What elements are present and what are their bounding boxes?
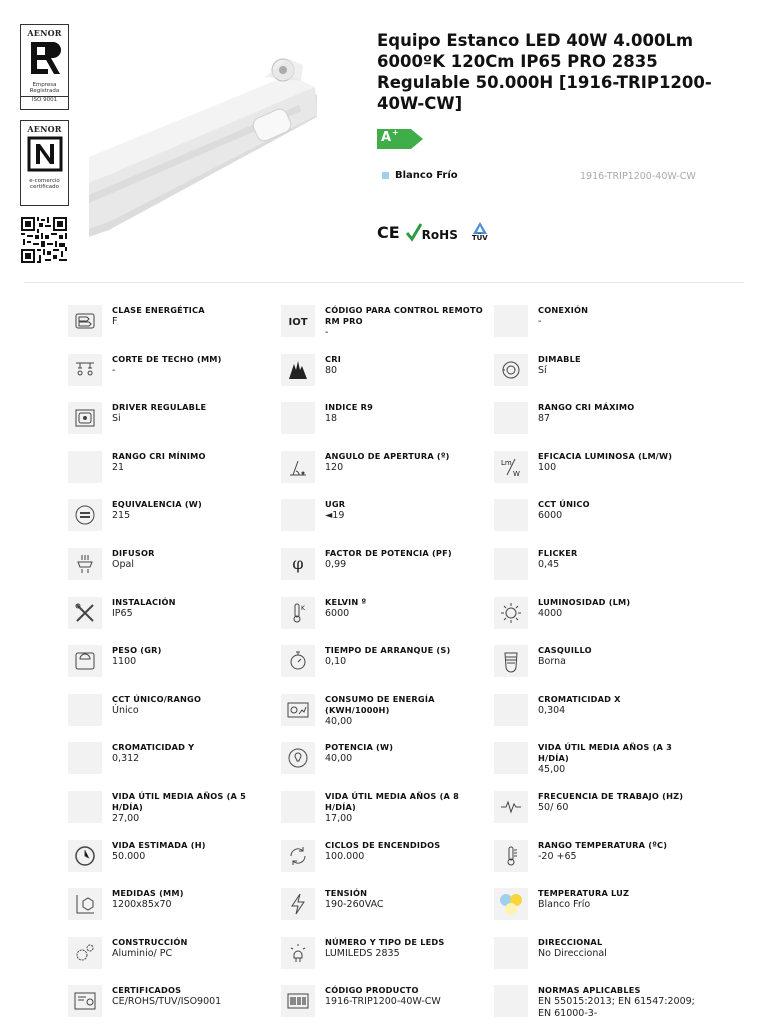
color-temp-icon	[494, 888, 528, 920]
spec-item	[68, 446, 281, 495]
spec-value: -20 +65	[538, 850, 577, 862]
spec-value: 0,304	[538, 704, 566, 716]
waveform-icon	[494, 791, 528, 823]
spec-value: 40,00	[325, 753, 353, 765]
spec-label: RANGO CRI MÍNIMO	[112, 450, 206, 461]
placeholder-icon	[68, 742, 102, 774]
spec-value: Blanco Frío	[538, 899, 591, 911]
spec-value: 18	[325, 413, 338, 425]
product-title: Equipo Estanco LED 40W 4.000Lm 6000ºK 120Cm IP65 PRO 2835 Regulable 50.000H [1916-TRIP1200-40W-CW]	[377, 31, 712, 113]
spec-value: Borna	[538, 656, 566, 668]
spec-item	[281, 543, 494, 592]
spec-label: LUMINOSIDAD (LM)	[538, 596, 631, 607]
aenor-brand: AENOR	[27, 28, 62, 38]
thermometer-k-icon	[281, 597, 315, 629]
spec-grid	[68, 300, 748, 1029]
spec-label: UGR	[325, 499, 346, 510]
spec-item	[494, 349, 707, 398]
spec-item	[281, 883, 494, 932]
spec-value: 100	[538, 461, 557, 473]
placeholder-icon	[494, 694, 528, 726]
color-variant[interactable]	[382, 170, 458, 181]
spec-value: 27,00	[112, 812, 140, 824]
spec-label: FRECUENCIA DE TRABAJO (HZ)	[538, 790, 684, 801]
energy-label-icon	[68, 305, 102, 337]
cert-line-2: certificado	[29, 184, 60, 190]
placeholder-icon	[68, 791, 102, 823]
spec-value: 120	[325, 461, 344, 473]
spec-value: F	[112, 316, 118, 327]
variant-code: 1916-TRIP1200-40W-CW	[580, 171, 696, 182]
placeholder-icon	[281, 402, 315, 434]
equivalence-icon	[68, 499, 102, 531]
led-chip-icon	[281, 937, 315, 969]
spec-label: TENSIÓN	[325, 888, 368, 899]
spec-value: EN 55015:2013; EN 61547:2009; EN 61000-3-	[538, 996, 695, 1019]
spec-label: EFICACIA LUMINOSA (LM/W)	[538, 450, 673, 461]
spec-value: 0,312	[112, 753, 140, 765]
iot-icon	[281, 305, 315, 337]
cert-line-1: Empresa	[32, 82, 57, 88]
spec-item	[281, 494, 494, 543]
tuv-text: TÜV	[471, 234, 488, 242]
spec-item	[281, 932, 494, 981]
spec-value: 1100	[112, 656, 137, 668]
spec-item	[281, 592, 494, 641]
spec-label: CICLOS DE ENCENDIDOS	[325, 839, 441, 850]
socket-icon	[494, 645, 528, 677]
spec-label: RANGO CRI MÁXIMO	[538, 402, 635, 413]
spec-label: VIDA ÚTIL MEDIA AÑOS (A 3 H/DÍA)	[538, 742, 673, 764]
spec-value: 215	[112, 510, 131, 522]
aenor-ecommerce-certificate	[20, 120, 69, 206]
spec-label: RANGO TEMPERATURA (ºC)	[538, 839, 668, 850]
spec-label: FLICKER	[538, 547, 578, 558]
spec-label: CCT ÚNICO/RANGO	[112, 693, 202, 704]
spec-label: CCT ÚNICO	[538, 499, 590, 510]
energy-meter-icon	[281, 694, 315, 726]
spec-label: DIRECCIONAL	[538, 936, 603, 947]
tools-icon	[68, 597, 102, 629]
spec-label: CROMATICIDAD X	[538, 693, 621, 704]
spec-value: ◄19	[325, 510, 345, 522]
driver-icon	[68, 402, 102, 434]
spec-item	[281, 689, 494, 738]
aenor-er-certificate	[20, 24, 69, 110]
spec-label: FACTOR DE POTENCIA (PF)	[325, 547, 452, 558]
spec-item	[494, 689, 707, 738]
cert-code: ISO 9001	[21, 96, 68, 103]
spec-value: IP65	[112, 607, 133, 619]
spec-label: CÓDIGO PARA CONTROL REMOTO RM PRO	[325, 305, 483, 326]
aenor-brand: AENOR	[27, 124, 62, 134]
spec-value: Si	[112, 413, 121, 425]
spec-value: 4000	[538, 607, 563, 619]
spec-value: 6000	[325, 607, 350, 619]
spec-item	[494, 835, 707, 884]
er-logo-icon	[25, 38, 65, 78]
rohs-text: RoHS	[421, 228, 458, 242]
spec-item	[494, 640, 707, 689]
spec-label: PESO (GR)	[112, 645, 162, 656]
svg-text:W: W	[513, 469, 520, 478]
spec-item	[494, 980, 707, 1029]
spec-label: INSTALACIÓN	[112, 596, 176, 607]
ce-mark: CE	[377, 223, 400, 242]
spec-value: 190-260VAC	[325, 899, 384, 911]
product-image	[89, 25, 339, 263]
clock-icon	[68, 840, 102, 872]
qr-code-icon[interactable]	[21, 217, 67, 263]
spec-item	[281, 446, 494, 495]
spec-label: CRI	[325, 353, 341, 364]
spec-value: Sí	[538, 364, 547, 376]
placeholder-icon	[68, 451, 102, 483]
spec-item	[68, 397, 281, 446]
power-factor-icon	[281, 548, 315, 580]
thermometer-icon	[494, 840, 528, 872]
spec-item	[68, 494, 281, 543]
spec-item	[281, 397, 494, 446]
spec-label: CASQUILLO	[538, 645, 592, 656]
placeholder-icon	[494, 499, 528, 531]
spec-value: -	[325, 327, 329, 338]
spec-label: MEDIDAS (MM)	[112, 888, 184, 899]
spec-item	[68, 300, 281, 349]
spec-item	[494, 786, 707, 835]
spec-label: CROMATICIDAD Y	[112, 742, 195, 753]
certificate-icon	[68, 985, 102, 1017]
spec-label: NÚMERO Y TIPO DE LEDS	[325, 936, 445, 947]
spec-item	[494, 932, 707, 981]
spec-item	[494, 592, 707, 641]
spec-value: Aluminio/ PC	[112, 947, 173, 959]
spec-label: VIDA ÚTIL MEDIA AÑOS (A 5 H/DÍA)	[112, 790, 247, 812]
checkmark-icon	[406, 222, 422, 242]
spec-value: 1200x85x70	[112, 899, 172, 911]
svg-text:K: K	[301, 604, 305, 612]
spec-label: CORTE DE TECHO (MM)	[112, 353, 222, 364]
cri-spectrum-icon	[281, 354, 315, 386]
rohs-mark	[406, 222, 458, 242]
spec-label: CLASE ENERGÉTICA	[112, 305, 205, 315]
tuv-triangle-icon	[473, 222, 487, 234]
energy-class-letter: A	[381, 130, 392, 145]
spec-value: 45,00	[538, 764, 566, 776]
placeholder-icon	[494, 305, 528, 337]
placeholder-icon	[494, 548, 528, 580]
spec-item	[68, 592, 281, 641]
barcode-icon	[281, 985, 315, 1017]
spec-item	[494, 883, 707, 932]
spec-value: LUMILEDS 2835	[325, 947, 400, 959]
energy-class-plus: +	[392, 128, 399, 137]
spec-item	[281, 835, 494, 884]
ceiling-cut-icon	[68, 354, 102, 386]
spec-value: 40,00	[325, 715, 353, 727]
spec-item	[494, 737, 707, 786]
placeholder-icon	[494, 402, 528, 434]
spec-label: CÓDIGO PRODUCTO	[325, 985, 419, 996]
spec-item	[494, 446, 707, 495]
lightning-icon	[281, 888, 315, 920]
spec-value: 80	[325, 364, 338, 376]
spec-item	[68, 980, 281, 1029]
spec-value: 0,10	[325, 656, 347, 668]
tuv-mark	[472, 222, 488, 242]
spec-label: ANGULO DE APERTURA (º)	[325, 450, 450, 461]
spec-value: CE/ROHS/TUV/ISO9001	[112, 996, 222, 1008]
stopwatch-icon	[281, 645, 315, 677]
spec-value: 21	[112, 461, 125, 473]
n-logo-icon	[25, 134, 65, 174]
spec-item	[68, 883, 281, 932]
spec-item	[494, 543, 707, 592]
sun-icon	[494, 597, 528, 629]
power-bulb-icon	[281, 742, 315, 774]
spec-label: CONSTRUCCIÓN	[112, 936, 188, 947]
svg-text:φ: φ	[292, 553, 304, 573]
svg-text:Lm: Lm	[501, 458, 512, 467]
spec-label: INDICE R9	[325, 402, 373, 413]
dimensions-icon	[68, 888, 102, 920]
spec-item	[68, 543, 281, 592]
spec-label: EQUIVALENCIA (W)	[112, 499, 202, 510]
variant-label: Blanco Frío	[395, 170, 458, 181]
spec-item	[68, 689, 281, 738]
cert-line-2: Registrada	[29, 88, 60, 94]
spec-value: Opal	[112, 558, 134, 570]
scale-icon	[68, 645, 102, 677]
dimmer-icon	[494, 354, 528, 386]
spec-value: 100.000	[325, 850, 365, 862]
spec-item	[281, 300, 494, 349]
cycle-icon	[281, 840, 315, 872]
placeholder-icon	[494, 937, 528, 969]
spec-value: -	[112, 364, 116, 376]
spec-label: DIMABLE	[538, 353, 581, 364]
spec-item	[68, 640, 281, 689]
section-divider	[24, 282, 744, 283]
spec-value: -	[538, 316, 542, 327]
spec-item	[68, 786, 281, 835]
gears-icon	[68, 937, 102, 969]
spec-value: 17,00	[325, 812, 353, 824]
spec-label: NORMAS APLICABLES	[538, 985, 641, 996]
spec-value: No Direccional	[538, 947, 607, 959]
spec-value: 50/ 60	[538, 801, 569, 813]
placeholder-icon	[281, 499, 315, 531]
spec-item	[494, 397, 707, 446]
placeholder-icon	[281, 791, 315, 823]
placeholder-icon	[494, 985, 528, 1017]
spec-label: TEMPERATURA LUZ	[538, 888, 630, 899]
energy-class-badge	[377, 129, 423, 153]
spec-label: CONSUMO DE ENERGÍA (KWH/1000H)	[325, 693, 435, 715]
beam-angle-icon	[281, 451, 315, 483]
color-swatch[interactable]	[382, 172, 389, 179]
spec-item	[68, 932, 281, 981]
diffuser-icon	[68, 548, 102, 580]
svg-text:IOT: IOT	[288, 317, 308, 328]
spec-label: POTENCIA (W)	[325, 742, 394, 753]
spec-label: CERTIFICADOS	[112, 985, 182, 996]
spec-label: CONEXIÓN	[538, 305, 589, 315]
spec-label: TIEMPO DE ARRANQUE (S)	[325, 645, 451, 656]
placeholder-icon	[68, 694, 102, 726]
spec-value: 0,99	[325, 558, 347, 570]
spec-item	[68, 349, 281, 398]
spec-item	[281, 349, 494, 398]
spec-item	[494, 300, 707, 349]
spec-item	[68, 737, 281, 786]
spec-label: VIDA ESTIMADA (H)	[112, 839, 206, 850]
spec-value: 87	[538, 413, 551, 425]
spec-label: KELVIN º	[325, 596, 367, 607]
spec-label: DRIVER REGULABLE	[112, 402, 207, 413]
spec-value: 6000	[538, 510, 563, 522]
spec-value: 1916-TRIP1200-40W-CW	[325, 996, 441, 1008]
spec-item	[68, 835, 281, 884]
compliance-marks	[377, 222, 488, 242]
efficacy-icon	[494, 451, 528, 483]
spec-label: VIDA ÚTIL MEDIA AÑOS (A 8 H/DÍA)	[325, 790, 460, 812]
spec-label: DIFUSOR	[112, 547, 155, 558]
spec-item	[281, 980, 494, 1029]
spec-value: 50.000	[112, 850, 146, 862]
placeholder-icon	[494, 742, 528, 774]
cert-line-1: e-comercio	[29, 178, 60, 184]
spec-item	[281, 737, 494, 786]
spec-item	[494, 494, 707, 543]
spec-item	[281, 786, 494, 835]
spec-value: 0,45	[538, 558, 560, 570]
spec-item	[281, 640, 494, 689]
spec-value: Único	[112, 704, 139, 716]
